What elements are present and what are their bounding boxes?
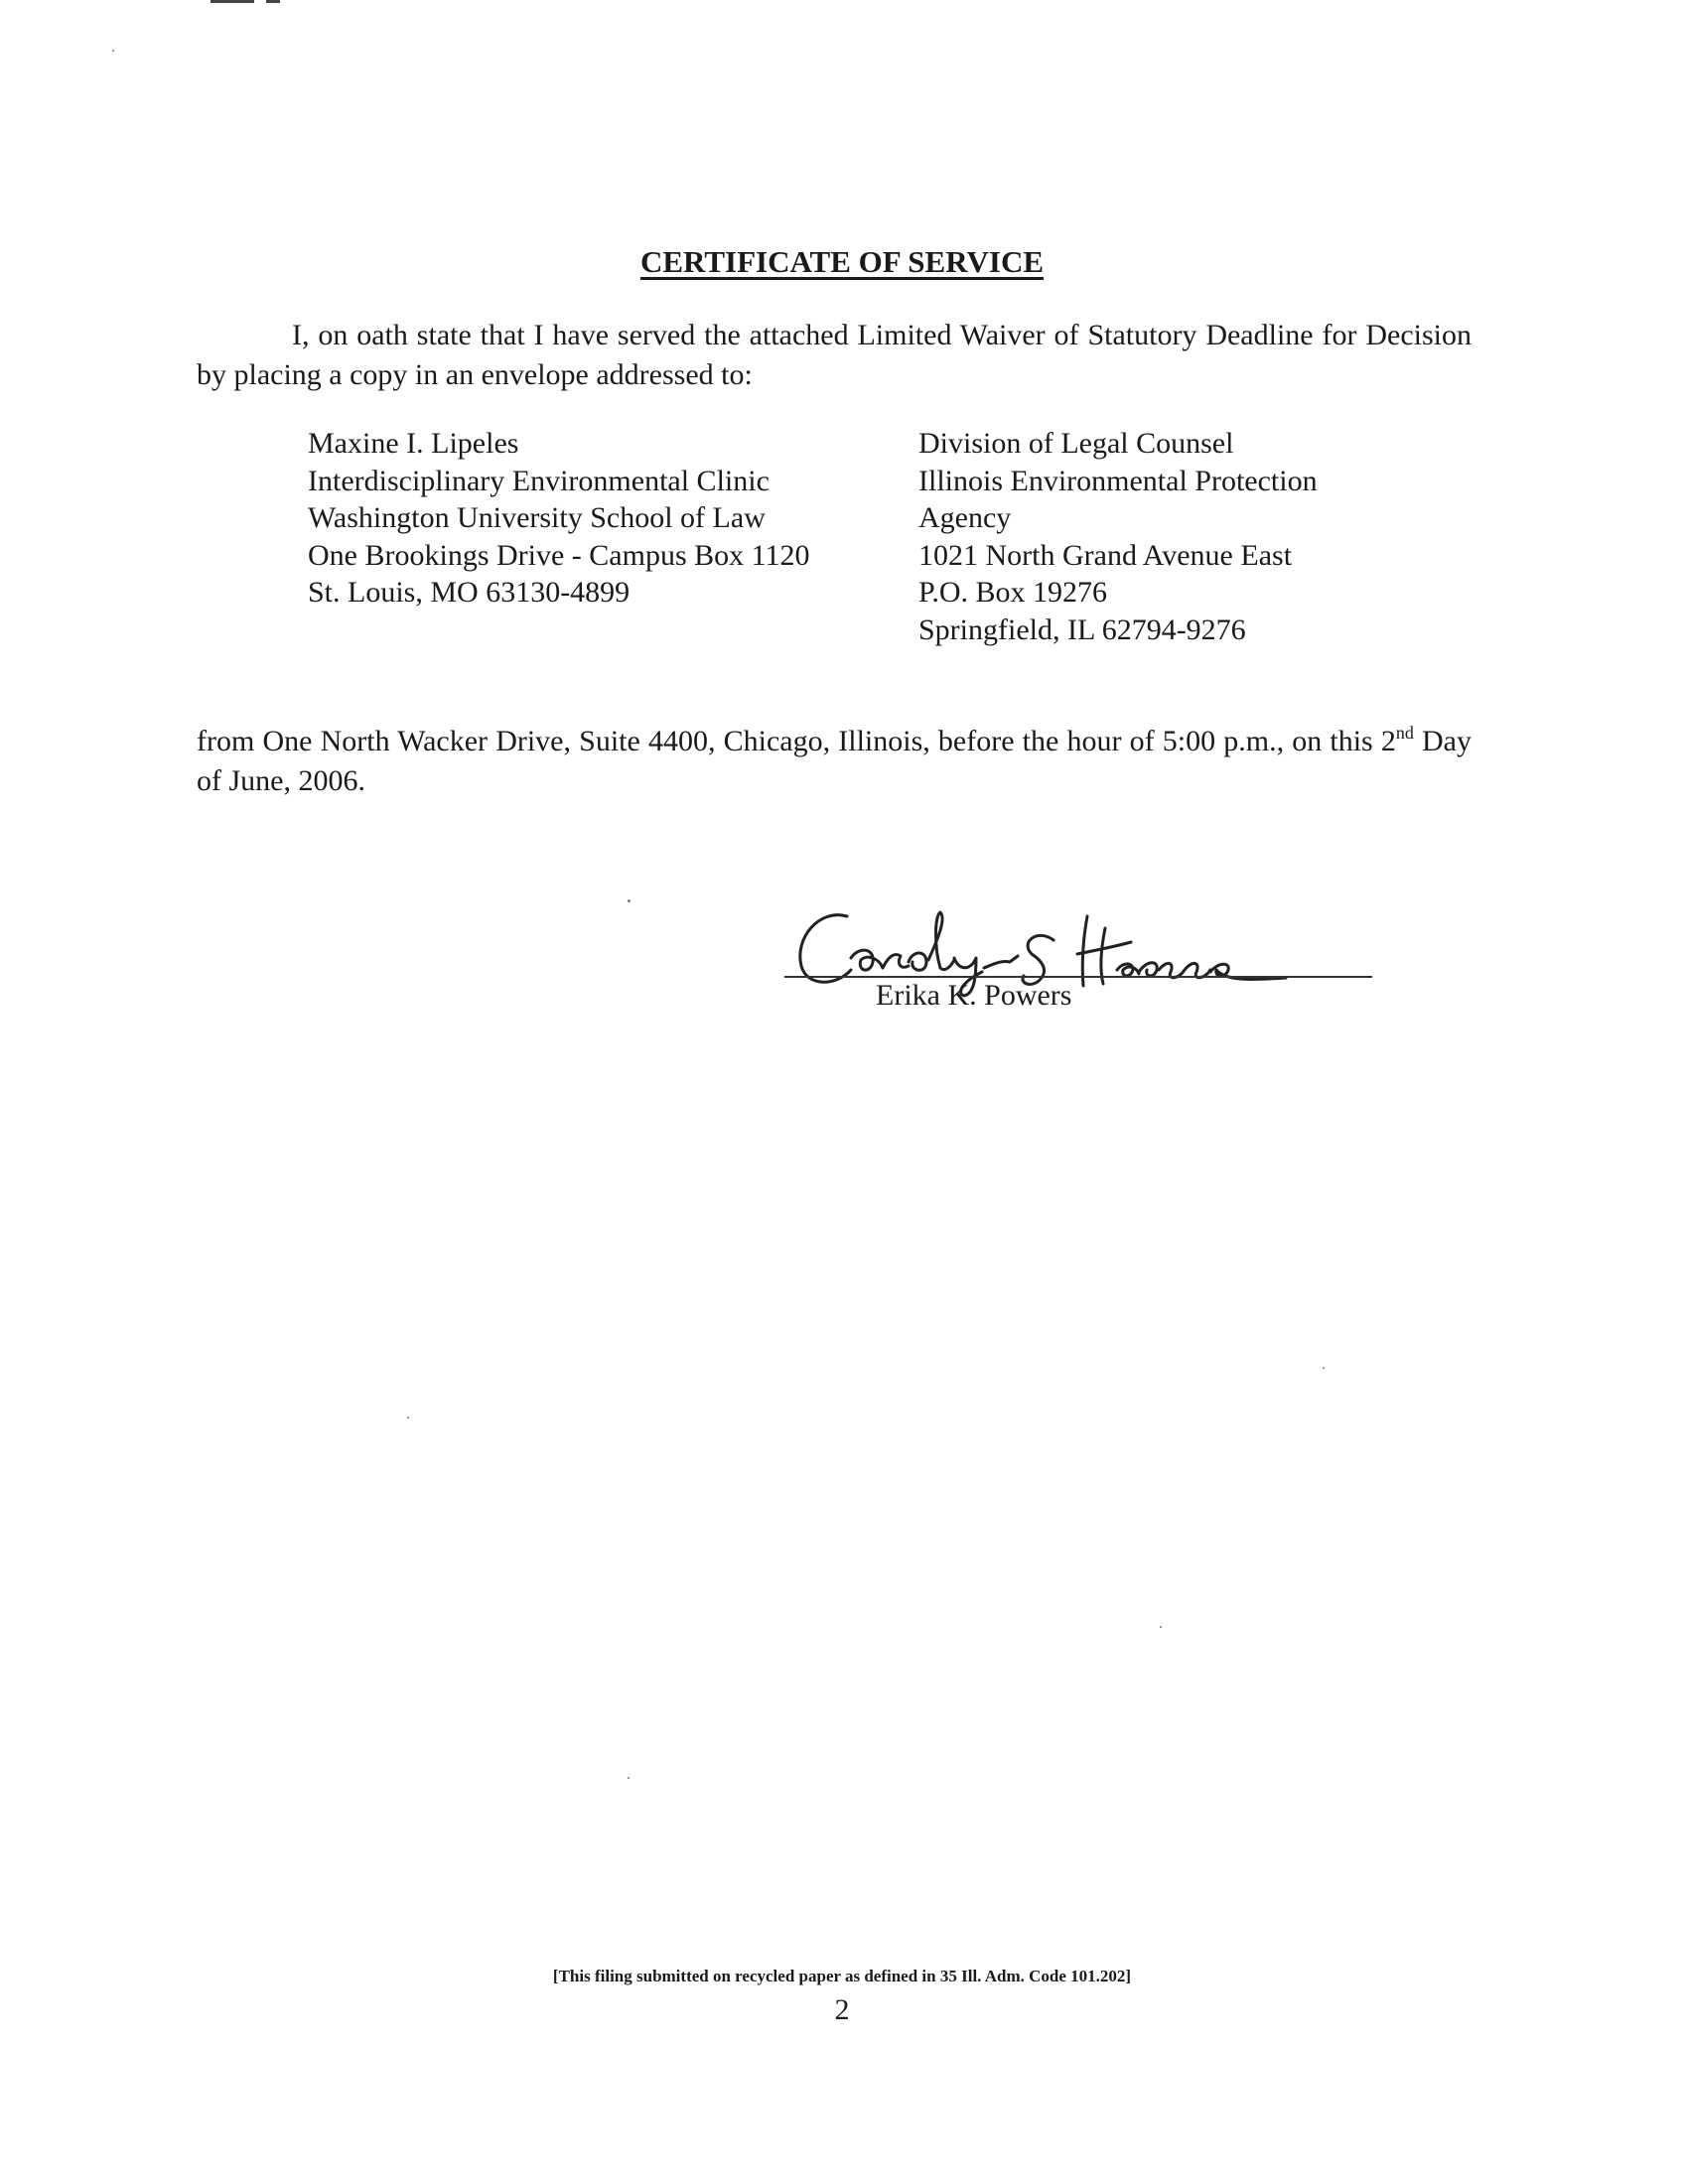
addressee-left [308,425,810,612]
closing-text: from One North Wacker Drive, Suite 4400, Chicago, Illinois, before the hour of 5:00 p.m., on this 2 [197,725,1396,757]
address-line: St. Louis, MO 63130-4899 [308,576,631,609]
scan-speck [628,899,631,902]
scan-speck [628,1777,630,1779]
ordinal-suffix: nd [1395,723,1414,743]
address-line: 1021 North Grand Avenue East [918,538,1293,572]
address-line: Agency [918,501,1012,534]
intro-paragraph: I, on oath state that I have served the attached Limited Waiver of Statutory Deadline for Decision by placing a copy in an envelope addressed to: [197,319,1472,391]
page-number: 2 [834,1993,850,2026]
address-line: One Brookings Drive - Campus Box 1120 [308,538,810,572]
scan-speck [1160,1626,1162,1628]
address-line: Illinois Environmental Protection [918,464,1318,497]
scan-mark [266,0,280,3]
scan-mark [210,0,254,3]
scan-speck [1323,1367,1325,1369]
closing-text-end: Day of June, 2006. [197,725,1472,797]
address-line: Springfield, IL 62794-9276 [918,613,1246,646]
address-line: Maxine I. Lipeles [308,427,519,460]
signature-line [784,976,1372,978]
address-line: Washington University School of Law [308,501,766,534]
address-line: P.O. Box 19276 [918,576,1108,609]
address-line: Division of Legal Counsel [918,427,1234,460]
scan-speck [407,1417,409,1419]
recycled-paper-note: [This filing submitted on recycled paper as defined in 35 Ill. Adm. Code 101.202] [552,1967,1132,1985]
signer-name: Erika K. Powers [876,979,1072,1012]
address-line: Interdisciplinary Environmental Clinic [308,464,770,497]
addressee-right [918,425,1318,648]
scan-speck [112,50,114,52]
document-title: CERTIFICATE OF SERVICE [639,244,1045,279]
closing-paragraph [197,722,1472,801]
